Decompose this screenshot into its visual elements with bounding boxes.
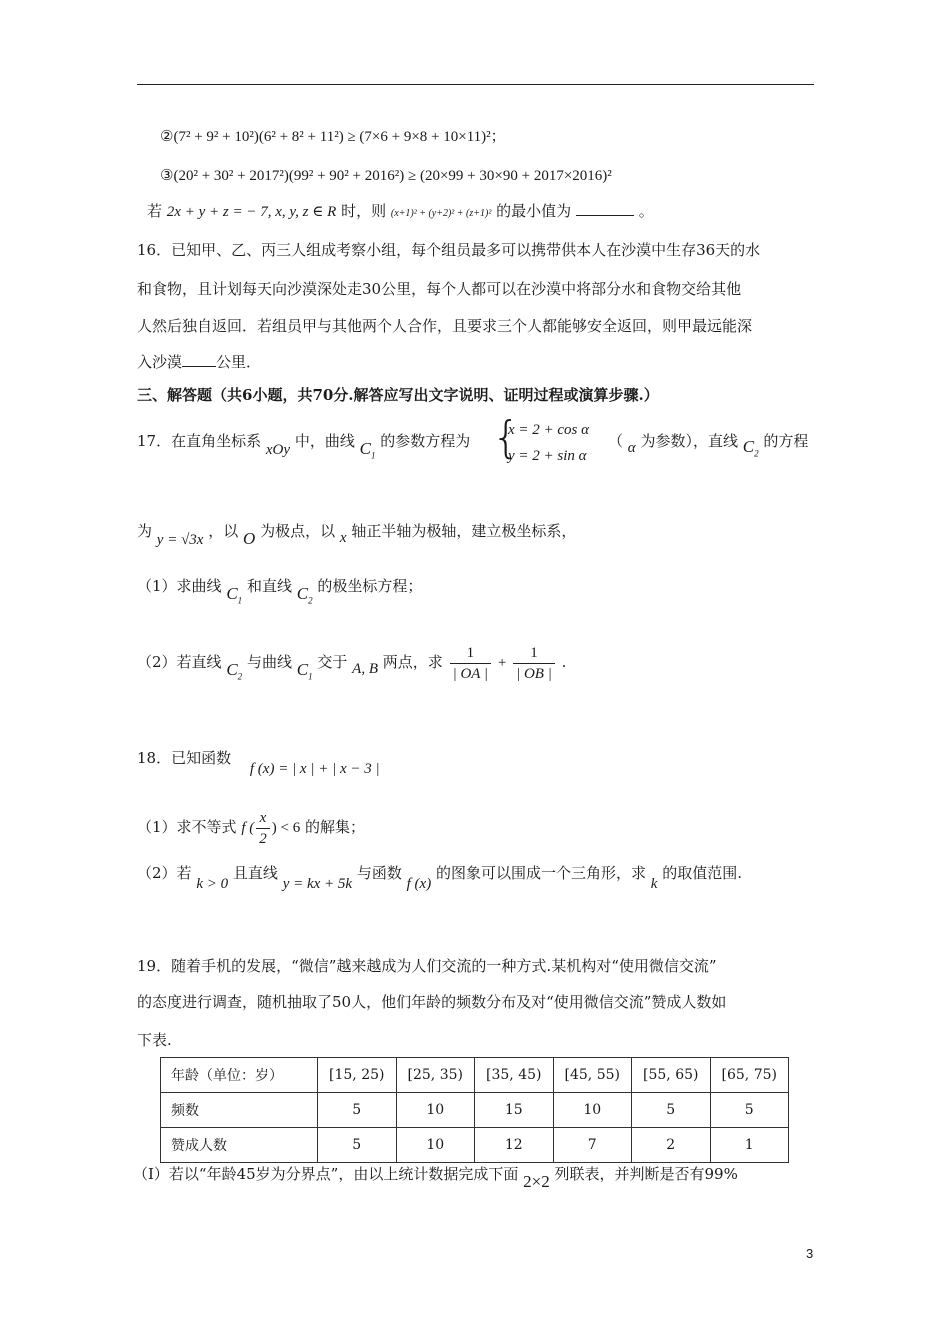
q17-frac-oa: $\frac{1}{| OA |}$: [450, 643, 491, 684]
q17-p1a: （1）求曲线: [137, 577, 222, 595]
q17-p2a: （2）若直线: [137, 653, 222, 671]
q17-eq1: x = 2 + cos α: [508, 422, 590, 438]
q17-p2d: 两点，求: [382, 653, 443, 671]
table-cell: 10: [396, 1128, 475, 1163]
q17-b: 中，曲线: [294, 432, 355, 450]
q16-line-4a: 入沙漠: [137, 353, 183, 371]
q18-k-positive: k > 0: [196, 876, 229, 892]
q18-p2a: （2）若: [137, 864, 192, 882]
q18-part-1: [137, 805, 365, 850]
q19-last-b: 列联表，并判断是否有99%: [554, 1165, 738, 1183]
q17-p1-c1: $C_1$: [226, 584, 243, 606]
q17-line-1-tail: [608, 430, 808, 458]
q15-line: [147, 200, 654, 225]
inequality-3: ③(20² + 30² + 2017²)(99² + 90² + 2016²) ≥ (20×99 + 30×90 + 2017×2016)²: [160, 168, 612, 184]
q17-xoy: xOy: [265, 442, 291, 458]
q17-line-1: [137, 430, 471, 461]
q19-line-3: 下表.: [137, 1031, 172, 1049]
q15-answer-blank[interactable]: [576, 215, 634, 216]
q18-a: 18．已知函数: [137, 749, 232, 767]
q17-p2-c2: $C_2$: [226, 660, 243, 682]
q18-p2c: 与函数: [356, 864, 402, 882]
q18-p1-g: ) < 6: [271, 820, 301, 836]
age-frequency-table: [160, 1057, 789, 1163]
q17-l2a: 为: [137, 522, 153, 540]
table-row: [161, 1093, 789, 1128]
q17-p2b: 与曲线: [246, 653, 292, 671]
q18-p2e: 的取值范围.: [662, 864, 743, 882]
q17-p1b: 和直线: [246, 577, 292, 595]
q18-p2d: 的图象可以围成一个三角形，求: [436, 864, 647, 882]
q18-p2b: 且直线: [232, 864, 278, 882]
q17-p2c: 交于: [317, 653, 348, 671]
table-row: [161, 1058, 789, 1093]
q19-line-1: 19．随着手机的发展，“微信”越来越成为人们交流的一种方式.某机构对“使用微信交流”: [137, 957, 717, 975]
q18-p1b: 的解集；: [305, 818, 366, 836]
q17-eq2: y = 2 + sin α: [508, 448, 587, 464]
q15-condition: 2x + y + z = − 7, x, y, z ∈ R: [166, 204, 337, 220]
q19-line-2: 的态度进行调查，随机抽取了50人，他们年龄的频数分布及对“使用微信交流”赞成人数如: [137, 993, 727, 1011]
table-label-frequency: 频数: [161, 1093, 318, 1128]
q18-function: f (x) = | x | + | x − 3 |: [249, 761, 380, 777]
q17-l2c: 为极点，以: [260, 522, 336, 540]
q17-p2-c1: $C_1$: [296, 660, 313, 682]
q17-e: 为参数），直线: [640, 432, 738, 450]
q17-c2: $C_2$: [742, 437, 759, 459]
table-label-approve: 赞成人数: [161, 1128, 318, 1163]
q17-line-eq: y = √3x: [156, 532, 204, 548]
q17-l2d: 轴正半轴为极轴，建立极坐标系，: [351, 522, 577, 540]
table-cell: [15, 25): [318, 1058, 397, 1093]
q18-p1a: （1）求不等式: [137, 818, 237, 836]
q17-a: 17．在直角坐标系: [137, 432, 262, 450]
q16-line-2: 和食物，且计划每天向沙漠深处走30公里，每个人都可以在沙漠中将部分水和食物交给其他: [137, 280, 742, 298]
q16-line-4: [137, 351, 261, 373]
table-cell: 1: [710, 1128, 789, 1163]
q18-frac-x2: $\frac{x}{2}$: [256, 808, 270, 849]
section-3-heading: 三、解答题（共6小题，共70分.解答应写出文字说明、证明过程或演算步骤.）: [137, 386, 659, 404]
q19-2x2: 2×2: [523, 1172, 550, 1191]
header-rule: [137, 84, 814, 85]
q17-c1: $C_1$: [359, 439, 376, 461]
table-cell: 2: [632, 1128, 711, 1163]
table-row: [161, 1128, 789, 1163]
q18-k: k: [650, 876, 658, 892]
page-number: 3: [806, 1246, 814, 1261]
left-brace-icon: {: [492, 412, 520, 463]
q17-alpha: α: [627, 440, 636, 456]
table-cell: [35, 45): [475, 1058, 554, 1093]
q17-f: 的方程: [763, 432, 809, 450]
q17-x: x: [339, 530, 347, 546]
q18-p1-f: f (: [241, 820, 255, 836]
q17-frac-ob: $\frac{1}{| OB |}$: [513, 643, 555, 684]
q15-post: 的最小值为: [496, 202, 572, 220]
table-cell: 12: [475, 1128, 554, 1163]
q18-line-eq: y = kx + 5k: [282, 876, 353, 892]
q17-part-2: [137, 640, 566, 690]
q17-plus: +: [497, 655, 507, 671]
table-cell: 5: [318, 1128, 397, 1163]
table-cell: [45, 55): [553, 1058, 632, 1093]
q15-mid: 时，则: [341, 202, 387, 220]
table-cell: [25, 35): [396, 1058, 475, 1093]
inequality-2: ②(7² + 9² + 10²)(6² + 8² + 11²) ≥ (7×6 + 9×8 + 10×11)²；: [160, 129, 506, 145]
q18-line-1: [137, 747, 380, 777]
q17-p1-c2: $C_2$: [296, 584, 313, 606]
table-cell: 5: [710, 1093, 789, 1128]
table-cell: 10: [396, 1093, 475, 1128]
table-cell: 5: [318, 1093, 397, 1128]
table-cell: 10: [553, 1093, 632, 1128]
q17-part-1: [137, 575, 423, 606]
q18-part-2: [137, 862, 743, 892]
q15-end: 。: [638, 202, 654, 220]
q15-expression: (x+1)² + (y+2)² + (z+1)²: [390, 208, 492, 219]
q19-part-1: [133, 1163, 738, 1191]
table-header-age: 年龄（单位：岁）: [161, 1058, 318, 1093]
q17-c: 的参数方程为: [380, 432, 471, 450]
table-cell: [55, 65): [632, 1058, 711, 1093]
q19-last-a: （Ⅰ）若以“年龄45岁为分界点”，由以上统计数据完成下面: [133, 1165, 519, 1183]
q16-line-1: 16．已知甲、乙、丙三人组成考察小组，每个组员最多可以携带供本人在沙漠中生存36天的水: [137, 241, 761, 259]
table-cell: 5: [632, 1093, 711, 1128]
q17-l2b: ，以: [208, 522, 239, 540]
q17-p1c: 的极坐标方程；: [317, 577, 423, 595]
q18-fx: f (x): [406, 876, 432, 892]
q17-ab: A, B: [352, 661, 378, 677]
table-cell: [65, 75): [710, 1058, 789, 1093]
q16-line-3: 人然后独自返回．若组员甲与其他两个人合作，且要求三个人都能够安全返回，则甲最远能深: [137, 317, 753, 335]
table-cell: 7: [553, 1128, 632, 1163]
q17-origin: O: [243, 529, 256, 548]
q17-line-2: [137, 520, 577, 548]
q16-answer-blank[interactable]: [182, 366, 216, 367]
q17-d: （: [608, 432, 624, 450]
q17-dot: .: [561, 653, 567, 671]
q16-line-4b: 公里．: [216, 353, 262, 371]
table-cell: 15: [475, 1093, 554, 1128]
q15-pre: 若: [147, 202, 163, 220]
